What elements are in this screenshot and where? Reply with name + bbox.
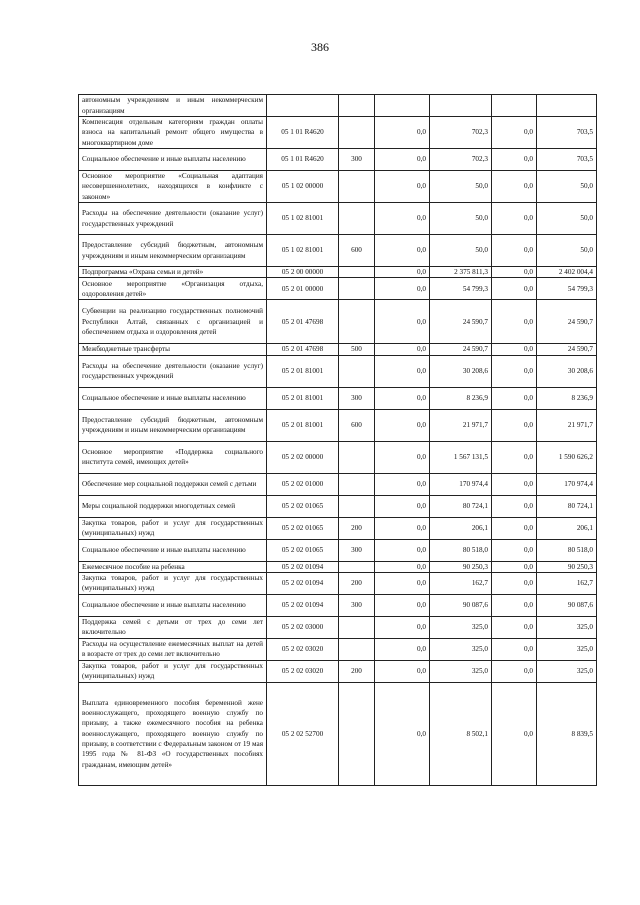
table-row: [79, 149, 597, 171]
amount-col-3: 0,0: [492, 561, 537, 572]
amount-col-2: 1 567 131,5: [430, 441, 492, 473]
amount-col-1: 0,0: [375, 117, 430, 149]
amount-col-2: 90 250,3: [430, 561, 492, 572]
amount-col-4: 2 402 004,4: [537, 267, 597, 278]
amount-col-1: 0,0: [375, 344, 430, 355]
amount-col-3: 0,0: [492, 278, 537, 300]
item-name: Социальное обеспечение и иные выплаты населению: [79, 387, 267, 409]
amount-col-1: 0,0: [375, 517, 430, 539]
amount-col-2: 80 724,1: [430, 495, 492, 517]
amount-col-2: 325,0: [430, 660, 492, 682]
item-name: Социальное обеспечение и иные выплаты населению: [79, 594, 267, 616]
item-name: Обеспечение мер социальной поддержки семей с детьми: [79, 473, 267, 495]
budget-table-body: [79, 95, 597, 786]
amount-col-3: 0,0: [492, 387, 537, 409]
amount-col-2: 162,7: [430, 572, 492, 594]
amount-col-2: 24 590,7: [430, 344, 492, 355]
table-row: [79, 517, 597, 539]
amount-col-1: 0,0: [375, 660, 430, 682]
amount-col-3: 0,0: [492, 495, 537, 517]
table-row: [79, 171, 597, 203]
amount-col-1: 0,0: [375, 638, 430, 660]
expense-type: [339, 278, 375, 300]
amount-col-3: 0,0: [492, 300, 537, 344]
expense-type: [339, 203, 375, 235]
amount-col-2: 50,0: [430, 235, 492, 267]
amount-col-4: 206,1: [537, 517, 597, 539]
amount-col-4: 90 087,6: [537, 594, 597, 616]
target-code: 05 1 01 R4620: [267, 117, 339, 149]
amount-col-2: [430, 95, 492, 117]
target-code: 05 2 01 81001: [267, 409, 339, 441]
amount-col-4: 54 799,3: [537, 278, 597, 300]
table-row: [79, 539, 597, 561]
amount-col-4: 325,0: [537, 660, 597, 682]
amount-col-4: 80 724,1: [537, 495, 597, 517]
table-row: [79, 300, 597, 344]
budget-table: [78, 94, 597, 786]
item-name: Ежемесячное пособие на ребенка: [79, 561, 267, 572]
table-row: [79, 203, 597, 235]
amount-col-2: 170 974,4: [430, 473, 492, 495]
table-row: [79, 278, 597, 300]
item-name: Основное мероприятие «Социальная адаптация несовершеннолетних, находящихся в конфликте с законом»: [79, 171, 267, 203]
amount-col-1: 0,0: [375, 171, 430, 203]
item-name: Закупка товаров, работ и услуг для государственных (муниципальных) нужд: [79, 517, 267, 539]
amount-col-2: 24 590,7: [430, 300, 492, 344]
amount-col-3: 0,0: [492, 409, 537, 441]
amount-col-2: 325,0: [430, 616, 492, 638]
amount-col-1: 0,0: [375, 594, 430, 616]
amount-col-4: 162,7: [537, 572, 597, 594]
amount-col-4: 50,0: [537, 171, 597, 203]
amount-col-2: 50,0: [430, 171, 492, 203]
expense-type: 300: [339, 387, 375, 409]
expense-type: [339, 616, 375, 638]
item-name: Меры социальной поддержки многодетных семей: [79, 495, 267, 517]
amount-col-4: 170 974,4: [537, 473, 597, 495]
expense-type: 300: [339, 594, 375, 616]
target-code: 05 2 02 52700: [267, 682, 339, 785]
table-row: [79, 409, 597, 441]
table-row: [79, 660, 597, 682]
expense-type: [339, 117, 375, 149]
amount-col-2: 54 799,3: [430, 278, 492, 300]
expense-type: [339, 638, 375, 660]
amount-col-2: 30 208,6: [430, 355, 492, 387]
table-row: [79, 638, 597, 660]
target-code: 05 2 02 01065: [267, 517, 339, 539]
amount-col-2: 21 971,7: [430, 409, 492, 441]
amount-col-4: 21 971,7: [537, 409, 597, 441]
target-code: 05 2 02 01065: [267, 539, 339, 561]
amount-col-4: 1 590 626,2: [537, 441, 597, 473]
amount-col-1: 0,0: [375, 278, 430, 300]
item-name: Социальное обеспечение и иные выплаты населению: [79, 149, 267, 171]
table-row: [79, 387, 597, 409]
item-name: Предоставление субсидий бюджетным, автономным учреждениям и иным некоммерческим организациям: [79, 409, 267, 441]
amount-col-4: 8 236,9: [537, 387, 597, 409]
amount-col-1: 0,0: [375, 409, 430, 441]
amount-col-2: 325,0: [430, 638, 492, 660]
amount-col-3: 0,0: [492, 267, 537, 278]
amount-col-3: 0,0: [492, 473, 537, 495]
table-row: [79, 235, 597, 267]
amount-col-1: 0,0: [375, 539, 430, 561]
amount-col-3: 0,0: [492, 117, 537, 149]
amount-col-4: 703,5: [537, 149, 597, 171]
amount-col-1: 0,0: [375, 387, 430, 409]
target-code: 05 1 02 00000: [267, 171, 339, 203]
amount-col-3: 0,0: [492, 149, 537, 171]
expense-type: 500: [339, 344, 375, 355]
table-row: [79, 441, 597, 473]
expense-type: 600: [339, 409, 375, 441]
amount-col-4: [537, 95, 597, 117]
amount-col-4: 80 518,0: [537, 539, 597, 561]
amount-col-4: 24 590,7: [537, 300, 597, 344]
amount-col-1: 0,0: [375, 300, 430, 344]
expense-type: 600: [339, 235, 375, 267]
amount-col-3: 0,0: [492, 572, 537, 594]
amount-col-2: 702,3: [430, 149, 492, 171]
amount-col-1: 0,0: [375, 441, 430, 473]
target-code: 05 2 00 00000: [267, 267, 339, 278]
amount-col-1: 0,0: [375, 561, 430, 572]
amount-col-4: 703,5: [537, 117, 597, 149]
table-row: [79, 344, 597, 355]
target-code: 05 1 02 81001: [267, 235, 339, 267]
amount-col-1: 0,0: [375, 235, 430, 267]
amount-col-4: 325,0: [537, 638, 597, 660]
table-row: [79, 267, 597, 278]
expense-type: 200: [339, 572, 375, 594]
amount-col-1: 0,0: [375, 572, 430, 594]
amount-col-2: 8 236,9: [430, 387, 492, 409]
amount-col-3: 0,0: [492, 203, 537, 235]
expense-type: [339, 495, 375, 517]
amount-col-3: 0,0: [492, 355, 537, 387]
page-number: 386: [311, 40, 329, 54]
table-row: [79, 355, 597, 387]
table-row: [79, 117, 597, 149]
target-code: 05 1 02 81001: [267, 203, 339, 235]
amount-col-1: 0,0: [375, 495, 430, 517]
target-code: 05 2 01 00000: [267, 278, 339, 300]
item-name: автономным учреждениям и иным некоммерческим организациям: [79, 95, 267, 117]
expense-type: [339, 473, 375, 495]
amount-col-4: 50,0: [537, 203, 597, 235]
target-code: 05 2 01 47698: [267, 344, 339, 355]
expense-type: 300: [339, 149, 375, 171]
table-row: [79, 616, 597, 638]
amount-col-2: 2 375 811,3: [430, 267, 492, 278]
amount-col-3: 0,0: [492, 171, 537, 203]
amount-col-4: 50,0: [537, 235, 597, 267]
amount-col-1: 0,0: [375, 355, 430, 387]
amount-col-3: 0,0: [492, 682, 537, 785]
item-name: Предоставление субсидий бюджетным, автономным учреждениям и иным некоммерческим организациям: [79, 235, 267, 267]
amount-col-3: 0,0: [492, 539, 537, 561]
amount-col-3: 0,0: [492, 660, 537, 682]
item-name: Межбюджетные трансферты: [79, 344, 267, 355]
amount-col-3: 0,0: [492, 517, 537, 539]
expense-type: 300: [339, 539, 375, 561]
expense-type: [339, 171, 375, 203]
table-row: [79, 682, 597, 785]
item-name: Выплата единовременного пособия беременной жене военнослужащего, проходящего военную службу по призыву, а также ежемесячного пособия на ребенка военнослужащего, проходящего военную службу по призыву, в соответствии с Федеральным законом от 19 мая 1995 года № 81-ФЗ «О государственных пособиях гражданам, имеющим детей»: [79, 682, 267, 785]
target-code: 05 2 01 47698: [267, 300, 339, 344]
amount-col-4: 8 839,5: [537, 682, 597, 785]
amount-col-2: 206,1: [430, 517, 492, 539]
amount-col-3: 0,0: [492, 616, 537, 638]
target-code: 05 2 01 81001: [267, 355, 339, 387]
target-code: 05 2 02 00000: [267, 441, 339, 473]
amount-col-1: 0,0: [375, 682, 430, 785]
expense-type: 200: [339, 517, 375, 539]
target-code: 05 2 02 01094: [267, 561, 339, 572]
item-name: Расходы на осуществление ежемесячных выплат на детей в возрасте от трех до семи лет включительно: [79, 638, 267, 660]
amount-col-3: 0,0: [492, 638, 537, 660]
target-code: 05 2 02 01094: [267, 594, 339, 616]
table-row: [79, 95, 597, 117]
expense-type: [339, 300, 375, 344]
amount-col-3: 0,0: [492, 235, 537, 267]
target-code: 05 2 02 03020: [267, 660, 339, 682]
item-name: Подпрограмма «Охрана семьи и детей»: [79, 267, 267, 278]
amount-col-2: 702,3: [430, 117, 492, 149]
amount-col-1: 0,0: [375, 267, 430, 278]
amount-col-3: 0,0: [492, 344, 537, 355]
target-code: 05 2 02 03020: [267, 638, 339, 660]
amount-col-1: 0,0: [375, 616, 430, 638]
item-name: Расходы на обеспечение деятельности (оказание услуг) государственных учреждений: [79, 355, 267, 387]
expense-type: [339, 561, 375, 572]
amount-col-4: 325,0: [537, 616, 597, 638]
amount-col-2: 80 518,0: [430, 539, 492, 561]
amount-col-3: 0,0: [492, 441, 537, 473]
target-code: 05 2 01 81001: [267, 387, 339, 409]
amount-col-2: 50,0: [430, 203, 492, 235]
target-code: 05 2 02 03000: [267, 616, 339, 638]
expense-type: 200: [339, 660, 375, 682]
amount-col-1: 0,0: [375, 149, 430, 171]
table-row: [79, 572, 597, 594]
item-name: Основное мероприятие «Организация отдыха, оздоровления детей»: [79, 278, 267, 300]
target-code: 05 1 01 R4620: [267, 149, 339, 171]
amount-col-2: 8 502,1: [430, 682, 492, 785]
table-row: [79, 561, 597, 572]
item-name: Субвенции на реализацию государственных полномочий Республики Алтай, связанных с организацией и обеспечением отдыха и оздоровления детей: [79, 300, 267, 344]
amount-col-3: [492, 95, 537, 117]
expense-type: [339, 95, 375, 117]
item-name: Социальное обеспечение и иные выплаты населению: [79, 539, 267, 561]
table-row: [79, 473, 597, 495]
amount-col-3: 0,0: [492, 594, 537, 616]
target-code: 05 2 02 01094: [267, 572, 339, 594]
item-name: Расходы на обеспечение деятельности (оказание услуг) государственных учреждений: [79, 203, 267, 235]
amount-col-4: 90 250,3: [537, 561, 597, 572]
amount-col-1: 0,0: [375, 473, 430, 495]
expense-type: [339, 682, 375, 785]
item-name: Основное мероприятие «Поддержка социального института семей, имеющих детей»: [79, 441, 267, 473]
expense-type: [339, 355, 375, 387]
target-code: 05 2 02 01065: [267, 495, 339, 517]
expense-type: [339, 441, 375, 473]
item-name: Закупка товаров, работ и услуг для государственных (муниципальных) нужд: [79, 572, 267, 594]
amount-col-1: 0,0: [375, 203, 430, 235]
target-code: 05 2 02 01000: [267, 473, 339, 495]
expense-type: [339, 267, 375, 278]
amount-col-4: 30 208,6: [537, 355, 597, 387]
amount-col-2: 90 087,6: [430, 594, 492, 616]
table-row: [79, 495, 597, 517]
target-code: [267, 95, 339, 117]
amount-col-1: [375, 95, 430, 117]
item-name: Закупка товаров, работ и услуг для государственных (муниципальных) нужд: [79, 660, 267, 682]
item-name: Компенсация отдельным категориям граждан оплаты взноса на капитальный ремонт общего имущества в многоквартирном доме: [79, 117, 267, 149]
amount-col-4: 24 590,7: [537, 344, 597, 355]
table-row: [79, 594, 597, 616]
item-name: Поддержка семей с детьми от трех до семи лет включительно: [79, 616, 267, 638]
